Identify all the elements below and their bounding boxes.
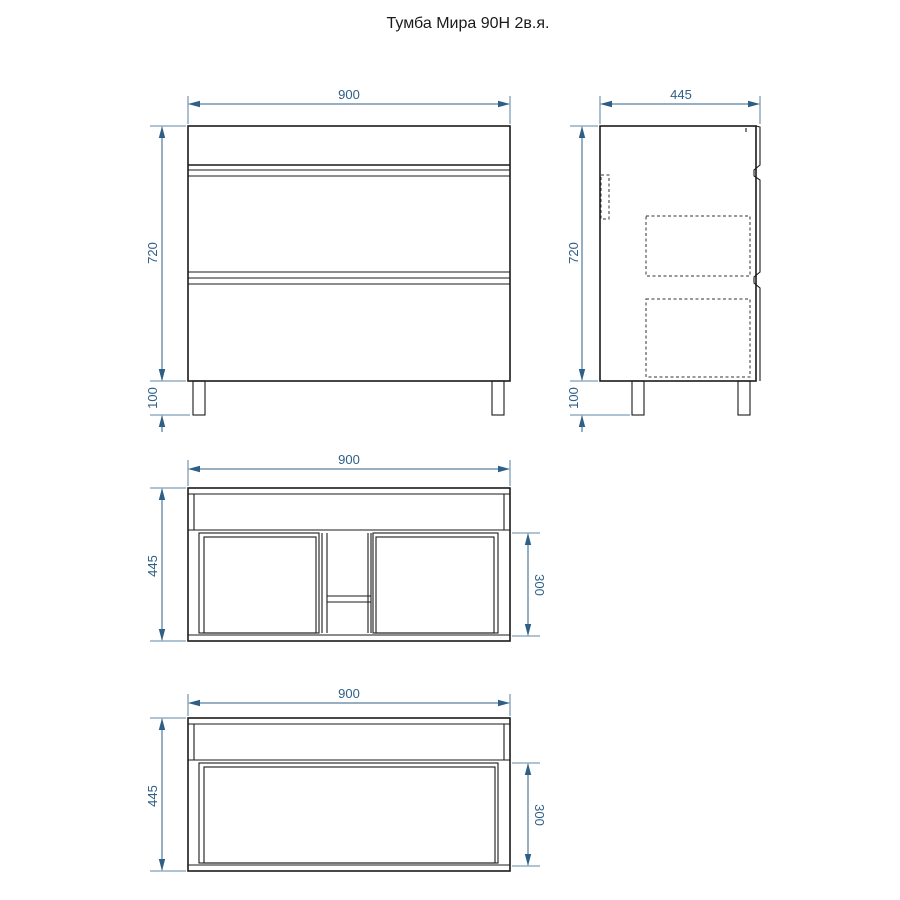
side-view xyxy=(600,126,760,415)
side-depth-label: 445 xyxy=(670,87,692,102)
side-depth-dimension xyxy=(600,87,760,124)
side-height-dimension xyxy=(566,126,630,432)
top-1-width-label: 900 xyxy=(338,452,360,467)
top-1-width-dimension xyxy=(188,452,510,486)
leg-side-front xyxy=(738,381,750,415)
side-body-height-label: 720 xyxy=(566,242,581,264)
front-view xyxy=(188,126,510,415)
top-2-width-dimension xyxy=(188,686,510,716)
leg-side-rear xyxy=(632,381,644,415)
front-width-dimension xyxy=(188,87,510,124)
top-1-inner-depth-dimension xyxy=(512,533,547,636)
side-leg-height-label: 100 xyxy=(566,387,581,409)
drawing-title: Тумба Мира 90Н 2в.я. xyxy=(386,15,550,32)
top-view-2 xyxy=(188,718,510,871)
top-2-depth-dimension xyxy=(145,718,186,871)
top-2-depth-label: 445 xyxy=(145,785,160,807)
front-height-dimension xyxy=(145,126,190,432)
front-width-label: 900 xyxy=(338,87,360,102)
leg-front-left xyxy=(193,381,205,415)
front-leg-height-label: 100 xyxy=(145,387,160,409)
top-1-depth-label: 445 xyxy=(145,555,160,577)
top-1-inner-depth-label: 300 xyxy=(532,574,547,596)
top-2-inner-depth-label: 300 xyxy=(532,804,547,826)
top-view-1 xyxy=(188,488,510,641)
top-2-inner-depth-dimension xyxy=(512,763,547,866)
front-body-height-label: 720 xyxy=(145,242,160,264)
top-2-width-label: 900 xyxy=(338,686,360,701)
top-1-depth-dimension xyxy=(145,488,186,641)
leg-front-right xyxy=(492,381,504,415)
